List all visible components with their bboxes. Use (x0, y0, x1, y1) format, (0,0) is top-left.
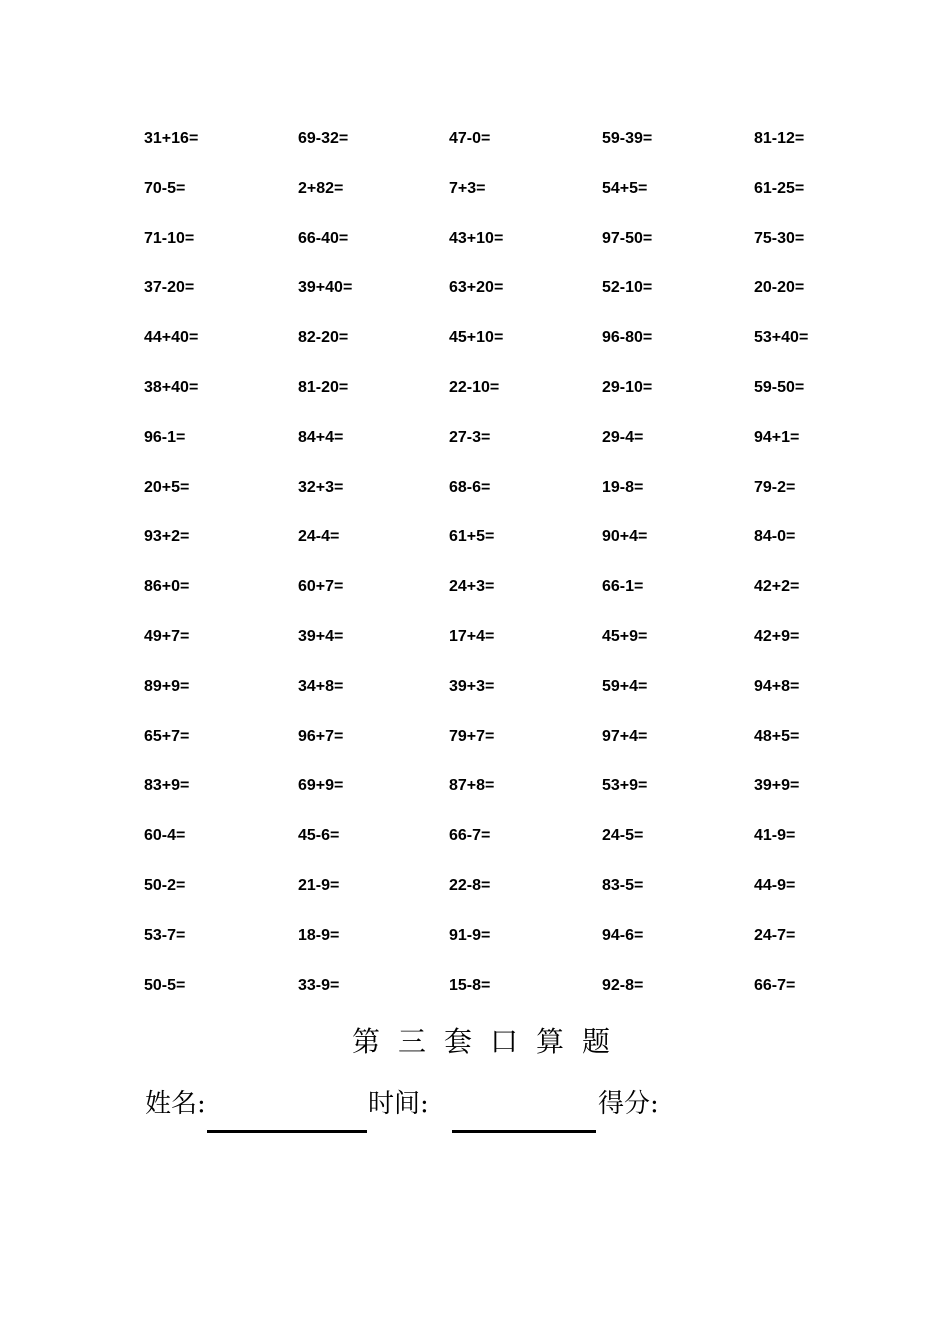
problem-r10-c1: 86+0= (144, 578, 190, 595)
problem-r4-c4: 52-10= (602, 279, 653, 296)
problem-r1-c4: 59-39= (602, 130, 653, 147)
problem-r10-c2: 60+7= (298, 578, 344, 595)
problem-r7-c5: 94+1= (754, 429, 800, 446)
problem-r3-c1: 71-10= (144, 230, 195, 247)
problem-r16-c2: 21-9= (298, 877, 340, 894)
problem-r15-c3: 66-7= (449, 827, 491, 844)
problem-r16-c1: 50-2= (144, 877, 186, 894)
problem-r6-c4: 29-10= (602, 379, 653, 396)
problem-r13-c4: 97+4= (602, 728, 648, 745)
problem-r1-c5: 81-12= (754, 130, 805, 147)
problem-r12-c1: 89+9= (144, 678, 190, 695)
problem-r8-c2: 32+3= (298, 479, 344, 496)
problem-r4-c2: 39+40= (298, 279, 353, 296)
problem-r9-c1: 93+2= (144, 528, 190, 545)
problem-r18-c5: 66-7= (754, 977, 796, 994)
problem-r9-c3: 61+5= (449, 528, 495, 545)
problem-r11-c1: 49+7= (144, 628, 190, 645)
problem-r7-c2: 84+4= (298, 429, 344, 446)
problem-r14-c2: 69+9= (298, 777, 344, 794)
problem-r5-c1: 44+40= (144, 329, 199, 346)
problem-r17-c4: 94-6= (602, 927, 644, 944)
problem-r10-c3: 24+3= (449, 578, 495, 595)
name-answer-line (207, 1130, 367, 1133)
problem-r18-c4: 92-8= (602, 977, 644, 994)
problem-r16-c4: 83-5= (602, 877, 644, 894)
problem-r17-c1: 53-7= (144, 927, 186, 944)
problem-r11-c4: 45+9= (602, 628, 648, 645)
problem-r2-c5: 61-25= (754, 180, 805, 197)
problem-r15-c2: 45-6= (298, 827, 340, 844)
problem-r14-c3: 87+8= (449, 777, 495, 794)
problem-r7-c3: 27-3= (449, 429, 491, 446)
problem-r17-c5: 24-7= (754, 927, 796, 944)
problem-r5-c2: 82-20= (298, 329, 349, 346)
time-label: 时间: (368, 1089, 429, 1119)
problem-r16-c5: 44-9= (754, 877, 796, 894)
problem-r6-c1: 38+40= (144, 379, 199, 396)
section-title: 第三套口算题 (352, 1025, 629, 1058)
problem-r6-c2: 81-20= (298, 379, 349, 396)
problem-r15-c1: 60-4= (144, 827, 186, 844)
problem-r8-c4: 19-8= (602, 479, 644, 496)
problem-r12-c3: 39+3= (449, 678, 495, 695)
problem-r9-c4: 90+4= (602, 528, 648, 545)
problem-r10-c4: 66-1= (602, 578, 644, 595)
problem-r14-c4: 53+9= (602, 777, 648, 794)
problem-r14-c1: 83+9= (144, 777, 190, 794)
problem-r7-c1: 96-1= (144, 429, 186, 446)
problem-r17-c3: 91-9= (449, 927, 491, 944)
problem-r4-c1: 37-20= (144, 279, 195, 296)
problem-r3-c5: 75-30= (754, 230, 805, 247)
problem-r4-c5: 20-20= (754, 279, 805, 296)
problem-r2-c3: 7+3= (449, 180, 486, 197)
problem-r13-c2: 96+7= (298, 728, 344, 745)
problem-r11-c5: 42+9= (754, 628, 800, 645)
problem-r2-c2: 2+82= (298, 180, 344, 197)
problem-r1-c3: 47-0= (449, 130, 491, 147)
problem-r3-c2: 66-40= (298, 230, 349, 247)
problem-r14-c5: 39+9= (754, 777, 800, 794)
time-answer-line (452, 1130, 596, 1133)
problem-r9-c2: 24-4= (298, 528, 340, 545)
problem-r2-c4: 54+5= (602, 180, 648, 197)
problem-r11-c2: 39+4= (298, 628, 344, 645)
problem-r18-c3: 15-8= (449, 977, 491, 994)
score-label: 得分: (598, 1089, 659, 1119)
problem-r6-c5: 59-50= (754, 379, 805, 396)
problem-r8-c3: 68-6= (449, 479, 491, 496)
problem-r4-c3: 63+20= (449, 279, 504, 296)
problem-r3-c3: 43+10= (449, 230, 504, 247)
problem-r18-c2: 33-9= (298, 977, 340, 994)
problem-r13-c1: 65+7= (144, 728, 190, 745)
problem-r1-c2: 69-32= (298, 130, 349, 147)
name-label: 姓名: (145, 1089, 206, 1119)
problem-r12-c4: 59+4= (602, 678, 648, 695)
problem-r17-c2: 18-9= (298, 927, 340, 944)
problem-r6-c3: 22-10= (449, 379, 500, 396)
problem-r13-c3: 79+7= (449, 728, 495, 745)
problem-r13-c5: 48+5= (754, 728, 800, 745)
problem-r9-c5: 84-0= (754, 528, 796, 545)
problem-r15-c4: 24-5= (602, 827, 644, 844)
problem-r5-c3: 45+10= (449, 329, 504, 346)
problem-r12-c2: 34+8= (298, 678, 344, 695)
problem-r10-c5: 42+2= (754, 578, 800, 595)
problem-r5-c4: 96-80= (602, 329, 653, 346)
problem-r8-c5: 79-2= (754, 479, 796, 496)
problem-r18-c1: 50-5= (144, 977, 186, 994)
problem-r11-c3: 17+4= (449, 628, 495, 645)
problem-r12-c5: 94+8= (754, 678, 800, 695)
problem-r7-c4: 29-4= (602, 429, 644, 446)
problem-r3-c4: 97-50= (602, 230, 653, 247)
problem-r5-c5: 53+40= (754, 329, 809, 346)
problem-r8-c1: 20+5= (144, 479, 190, 496)
problem-r2-c1: 70-5= (144, 180, 186, 197)
problem-r1-c1: 31+16= (144, 130, 199, 147)
problem-r15-c5: 41-9= (754, 827, 796, 844)
problem-r16-c3: 22-8= (449, 877, 491, 894)
